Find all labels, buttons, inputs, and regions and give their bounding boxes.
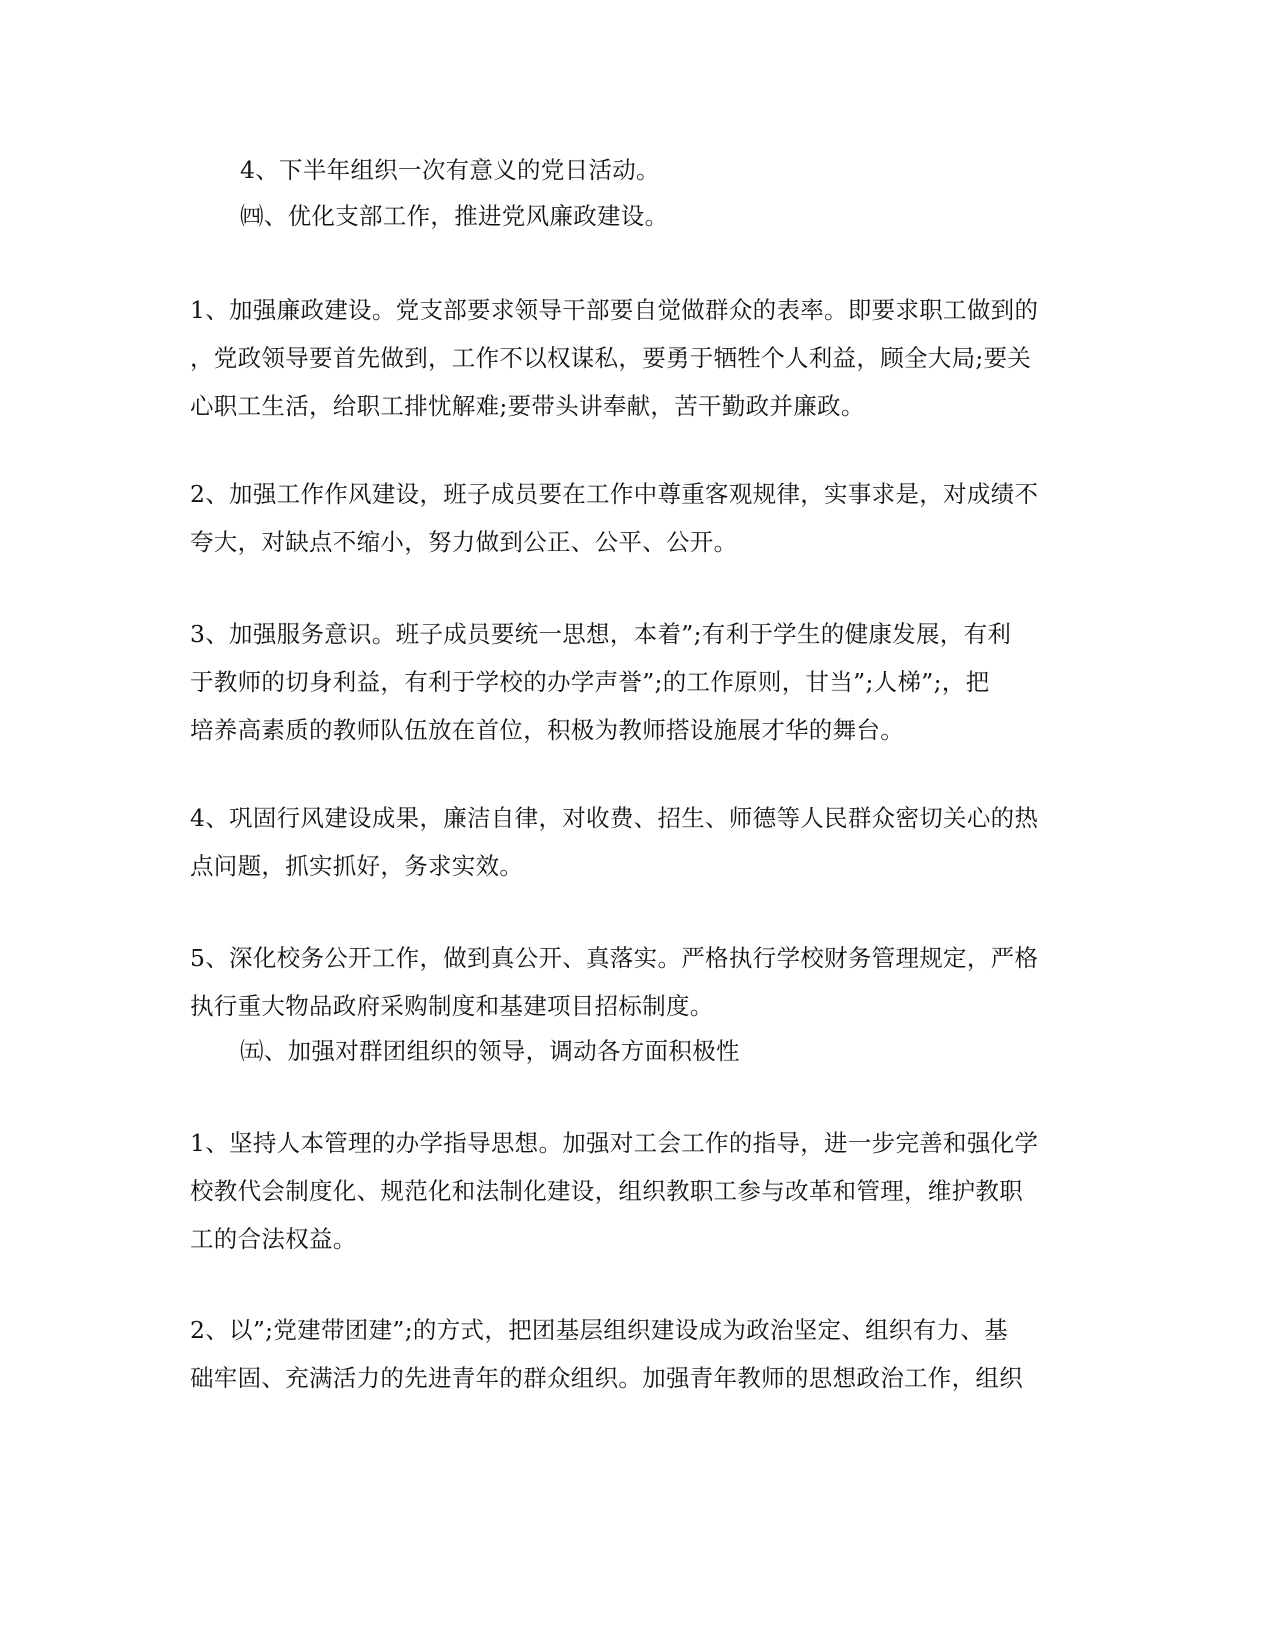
section-5-item-2 (190, 1306, 1080, 1402)
paragraph-line: 执行重大物品政府采购制度和基建项目招标制度。 (190, 992, 714, 1020)
paragraph-line: ，党政领导要首先做到，工作不以权谋私，要勇于牺牲个人利益，顾全大局;要关 (190, 344, 1032, 372)
paragraph-line: 础牢固、充满活力的先进青年的群众组织。加强青年教师的思想政治工作，组织 (190, 1364, 1023, 1392)
paragraph-line: 3、加强服务意识。班子成员要统一思想，本着”;有利于学生的健康发展，有利 (190, 620, 1012, 648)
section-5-item-1 (190, 1119, 1080, 1263)
paragraph-line: 心职工生活，给职工排忧解难;要带头讲奉献，苦干勤政并廉政。 (190, 392, 865, 420)
paragraph-line: 2、以”;党建带团建”;的方式，把团基层组织建设成为政治坚定、组织有力、基 (190, 1316, 1008, 1344)
paragraph-line: 4、巩固行风建设成果，廉洁自律，对收费、招生、师德等人民群众密切关心的热 (190, 804, 1039, 832)
section-4-item-2 (190, 470, 1080, 566)
section-4-item-1 (190, 286, 1080, 430)
paragraph-line: 夸大，对缺点不缩小，努力做到公正、公平、公开。 (190, 528, 738, 556)
section-4-item-5 (190, 934, 1080, 1030)
paragraph-line: 校教代会制度化、规范化和法制化建设，组织教职工参与改革和管理，维护教职 (190, 1177, 1023, 1205)
section-4-item-3 (190, 610, 1080, 754)
paragraph-line: 点问题，抓实抓好，务求实效。 (190, 852, 524, 880)
section-4-item-4 (190, 794, 1080, 890)
paragraph-line: 工的合法权益。 (190, 1225, 357, 1253)
paragraph-line: 培养高素质的教师队伍放在首位，积极为教师搭设施展才华的舞台。 (190, 716, 904, 744)
section-4-heading: ㈣、优化支部工作，推进党风廉政建设。 (240, 202, 669, 230)
section-5-heading: ㈤、加强对群团组织的领导，调动各方面积极性 (240, 1037, 740, 1065)
activity-item-4: 4、下半年组织一次有意义的党日活动。 (240, 156, 660, 184)
paragraph-line: 5、深化校务公开工作，做到真公开、真落实。严格执行学校财务管理规定，严格 (190, 944, 1039, 972)
paragraph-line: 于教师的切身利益，有利于学校的办学声誉”;的工作原则，甘当”;人梯”;，把 (190, 668, 990, 696)
paragraph-line: 2、加强工作作风建设，班子成员要在工作中尊重客观规律，实事求是，对成绩不 (190, 480, 1039, 508)
paragraph-line: 1、加强廉政建设。党支部要求领导干部要自觉做群众的表率。即要求职工做到的 (190, 296, 1039, 324)
paragraph-line: 1、坚持人本管理的办学指导思想。加强对工会工作的指导，进一步完善和强化学 (190, 1129, 1039, 1157)
